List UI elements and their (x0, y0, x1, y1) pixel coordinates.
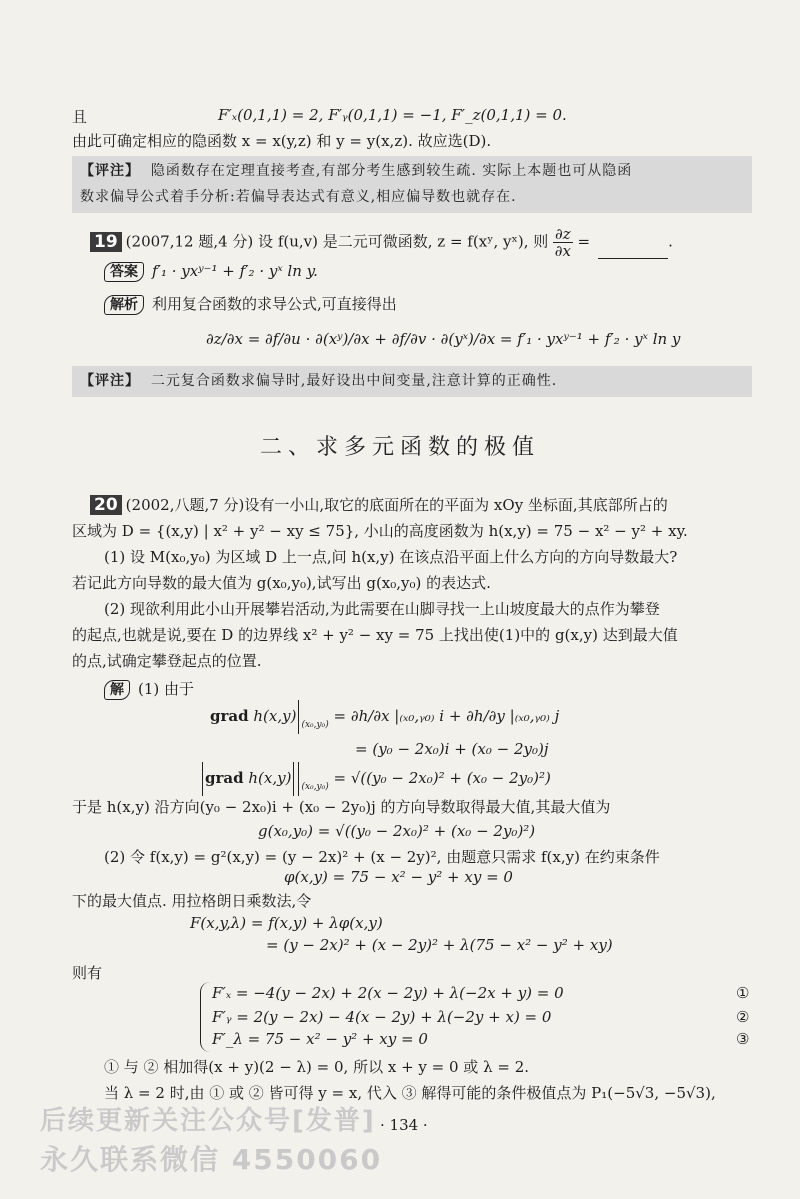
lagrange-text: 下的最大值点. 用拉格朗日乘数法,令 (72, 892, 312, 910)
sum-text: ① 与 ② 相加得(x + y)(2 − λ) = 0, 所以 x + y = 0 或 λ = 2. (104, 1058, 530, 1076)
denominator: ∂x (554, 242, 571, 260)
numerator: ∂z (555, 225, 571, 243)
equation-3: F′_λ = 75 − x² − y² + xy = 0 (212, 1030, 428, 1048)
question-number: 20 (90, 495, 122, 515)
circle-3: ③ (736, 1030, 750, 1048)
note2-text: 二元复合函数求偏导时,最好设出中间变量,注意计算的正确性. (150, 373, 558, 389)
answer-tag: 答案 (104, 262, 144, 282)
g-formula: g(x₀,y₀) = √((y₀ − 2x₀)² + (x₀ − 2y₀)²) (258, 822, 536, 840)
page-number: · 134 · (380, 1116, 428, 1134)
q19-answer-row (104, 262, 318, 282)
q19-solution-text: 利用复合函数的求导公式,可直接得出 (152, 295, 397, 313)
q20-line-2: 区域为 D = {(x,y) | x² + y² − xy ≤ 75}, 小山的高度函数为 h(x,y) = 75 − x² − y² + xy. (72, 522, 688, 540)
grad-h: h(x,y) (253, 707, 297, 725)
q19-text: 设 f(u,v) 是二元可微函数, z = f(xʸ, yˣ), 则 (258, 232, 549, 251)
equals: = (577, 232, 591, 251)
lagrange-F2: = (y − 2x)² + (x − 2y)² + λ(75 − x² − y² + xy) (266, 936, 613, 954)
q20-line-1 (90, 494, 668, 515)
solution-tag: 解 (104, 680, 130, 700)
partials-line: F′ₓ(0,1,1) = 2, F′ᵧ(0,1,1) = −1, F′_z(0,1,1) = 0. (218, 106, 567, 124)
q20-solution-intro: (1) 由于 (138, 680, 195, 698)
grad-norm-row (200, 762, 551, 796)
conclusion-line: 由此可确定相应的隐函数 x = x(y,z) 和 y = y(x,z). 故应选(D). (72, 132, 492, 150)
q20-line-7: 的点,试确定攀登起点的位置. (72, 652, 262, 670)
q20-text-1: (2002,八题,7 分)设有一小山,取它的底面所在的平面为 xOy 坐标面,其底部所占的 (125, 496, 668, 514)
q20-line-6: 的起点,也就是说,要在 D 的边界线 x² + y² − xy = 75 上找出使(1)中的 g(x,y) 达到最大值 (72, 626, 678, 644)
equation-1: F′ₓ = −4(y − 2x) + 2(x − 2y) + λ(−2x + y) = 0 (212, 984, 564, 1002)
eval-bar (298, 700, 299, 734)
note-box-2 (72, 366, 752, 397)
direction-text: 于是 h(x,y) 沿方向(y₀ − 2x₀)i + (x₀ − 2y₀)j 的方向导数取得最大值,其最大值为 (72, 798, 611, 816)
grad-label: grad (210, 707, 249, 725)
note-text-1: 隐函数存在定理直接考查,有部分考生感到较生疏. 实际上本题也可从隐函 (150, 163, 633, 179)
q19-formula: ∂z/∂x = ∂f/∂u · ∂(xʸ)/∂x + ∂f/∂v · ∂(yˣ)/∂x = f′₁ · yxʸ⁻¹ + f′₂ · yˣ ln y (206, 330, 681, 348)
last-text: 当 λ = 2 时,由 ① 或 ② 皆可得 y = x, 代入 ③ 解得可能的条件极值点为 P₁(−5√3, −5√3), (104, 1084, 716, 1102)
eval-point: (x₀,y₀) (301, 720, 329, 730)
q20-line-4: 若记此方向导数的最大值为 g(x₀,y₀),试写出 g(x₀,y₀) 的表达式. (72, 574, 491, 592)
watermark-line-2: 永久联系微信 4550060 (40, 1143, 383, 1176)
q19-answer: f′₁ · yxʸ⁻¹ + f′₂ · yˣ ln y. (152, 262, 318, 280)
norm-bar-right (293, 762, 294, 796)
grad-rhs-1: = ∂h/∂x |₍ₓ₀,ᵧ₀₎ i + ∂h/∂y |₍ₓ₀,ᵧ₀₎ j (333, 707, 560, 725)
equation-2: F′ᵧ = 2(y − 2x) − 4(x − 2y) + λ(−2y + x) = 0 (212, 1008, 552, 1026)
answer-blank (598, 258, 668, 259)
q20-solution-row (104, 678, 194, 700)
watermark-line-1: 后续更新关注公众号[发普] (40, 1106, 376, 1136)
circle-2: ② (736, 1008, 750, 1026)
grad-rhs-2: = (y₀ − 2x₀)i + (x₀ − 2y₀)j (355, 740, 549, 758)
solution-tag: 解析 (104, 295, 144, 315)
eval-point: (x₀,y₀) (301, 782, 329, 792)
q19-fraction (553, 226, 573, 259)
q19-stem: 19 (2007,12 题,4 分) 设 f(u,v) 是二元可微函数, z = f(xʸ, yˣ), 则 $\frac{\partial z}{\partial x}$ = . (90, 226, 673, 259)
q20-line-3: (1) 设 M(x₀,y₀) 为区域 D 上一点,问 h(x,y) 在该点沿平面上什么方向的方向导数最大? (104, 548, 678, 566)
note-label: 【评注】 (80, 163, 140, 179)
grad-label: grad (205, 769, 244, 787)
q19-solution-row (104, 293, 397, 315)
note-label: 【评注】 (80, 373, 140, 389)
norm-bar-left (202, 762, 203, 796)
phi-constraint: φ(x,y) = 75 − x² − y² + xy = 0 (284, 868, 513, 886)
eval-bar (298, 762, 299, 796)
circle-1: ① (736, 984, 750, 1002)
grad-h: h(x,y) (248, 769, 292, 787)
question-number: 19 (90, 232, 122, 252)
lagrange-F1: F(x,y,λ) = f(x,y) + λφ(x,y) (190, 914, 383, 932)
system-brace (200, 982, 211, 1052)
then-label: 则有 (72, 964, 103, 982)
grad-row-1 (210, 700, 559, 734)
note-box-1 (72, 156, 752, 213)
note-text-2: 数求偏导公式着手分析:若偏导表达式有意义,相应偏导数也就存在. (80, 189, 517, 205)
q20-line-5: (2) 现欲利用此小山开展攀岩活动,为此需要在山脚寻找一上山坡度最大的点作为攀登 (104, 600, 660, 618)
grad-norm: = √((y₀ − 2x₀)² + (x₀ − 2y₀)²) (333, 769, 551, 787)
part2-line-1: (2) 令 f(x,y) = g²(x,y) = (y − 2x)² + (x − 2y)², 由题意只需求 f(x,y) 在约束条件 (104, 848, 660, 866)
q19-source: (2007,12 题,4 分) (125, 232, 254, 251)
section-title: 二、求多元函数的极值 (259, 435, 540, 460)
qie-label: 且 (72, 108, 88, 126)
